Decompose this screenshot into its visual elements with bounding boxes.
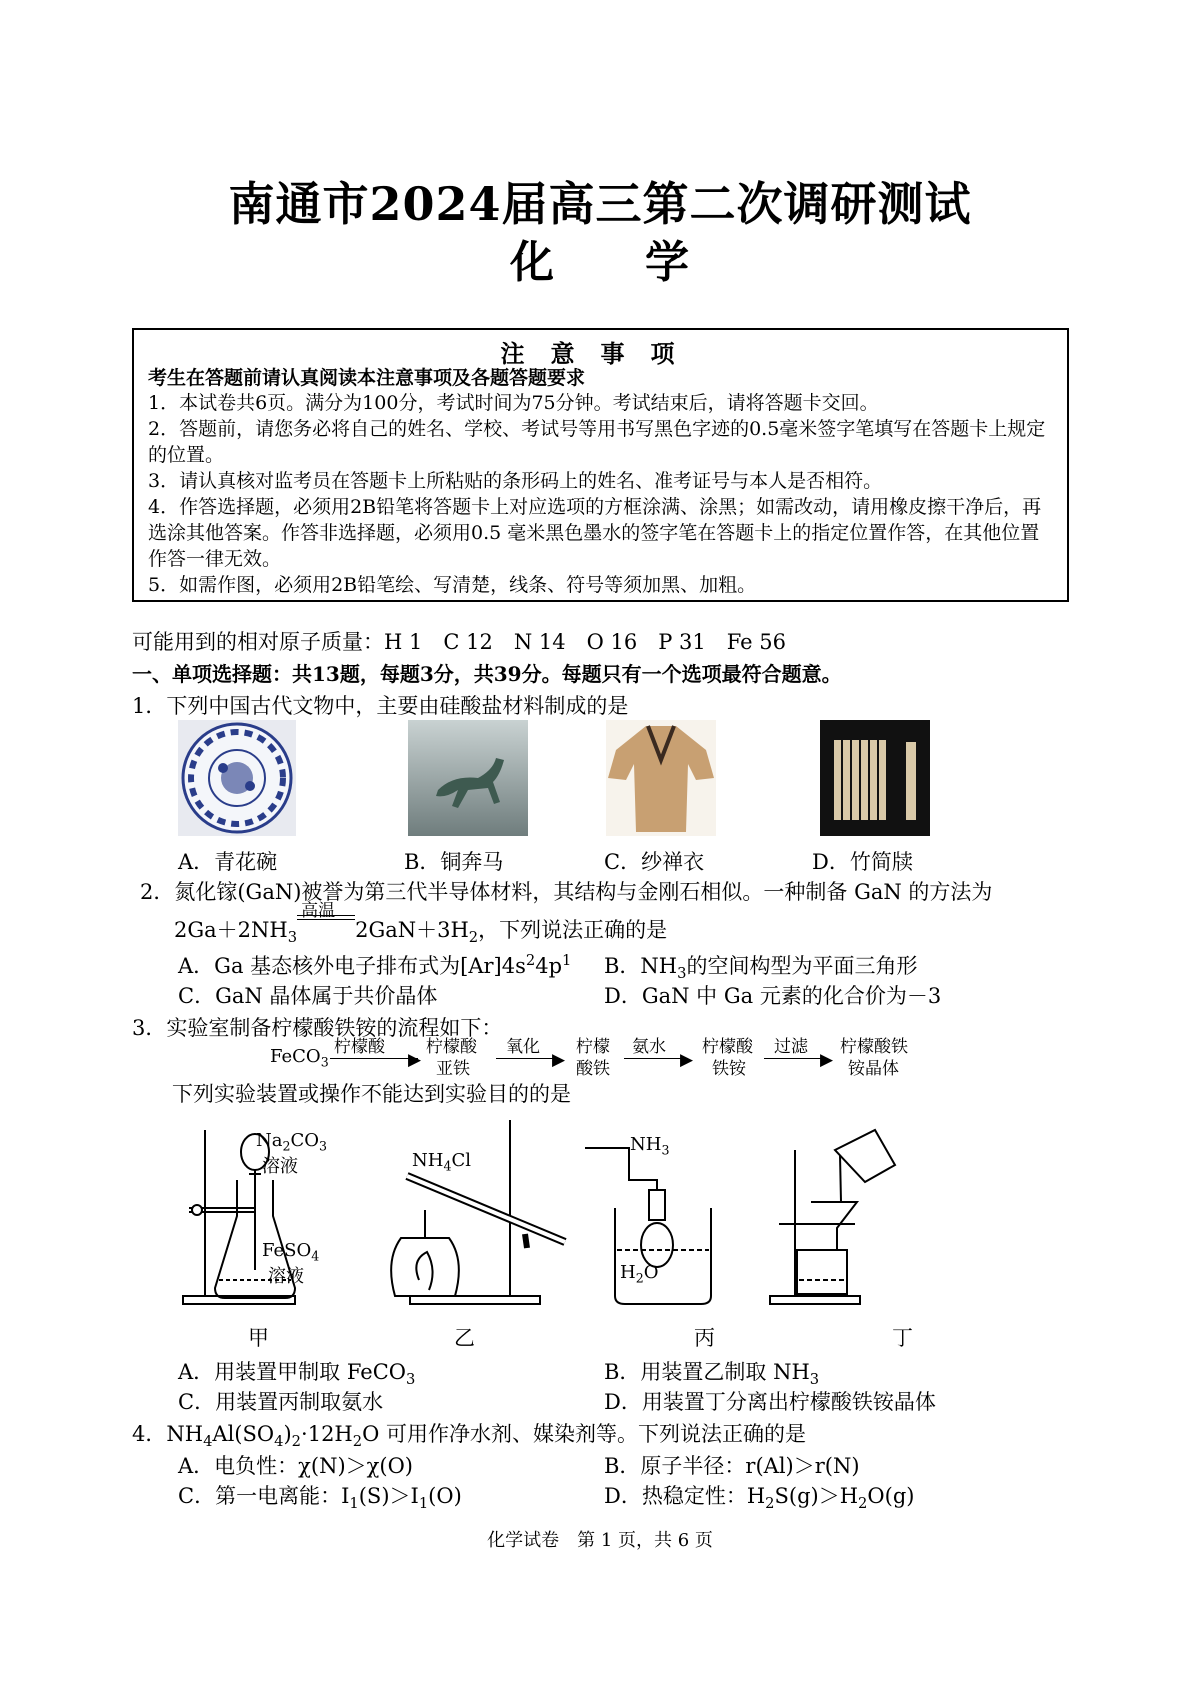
flow-arrow2-label: 氧化 (506, 1037, 540, 1057)
label-feso4: FeSO$_4$ (262, 1240, 320, 1264)
q4-option-b: B．原子半径：r(Al)＞r(N) (604, 1454, 860, 1478)
q1-option-c: C．纱禅衣 (604, 850, 705, 874)
label-na2co3-solution: 溶液 (262, 1156, 298, 1177)
q4-option-c-text: C．第一电离能：I (178, 1484, 350, 1508)
q1-option-d: D．竹简牍 (812, 850, 913, 874)
q2-eq-condition: 高温 (301, 901, 336, 921)
flow-arrowhead-3: ▶ (680, 1050, 694, 1070)
flow-node1b: 亚铁 (436, 1059, 470, 1079)
q2-option-d: D．GaN 中 Ga 元素的化合价为－3 (604, 984, 942, 1008)
flow-arrow2 (496, 1058, 560, 1059)
bamboo-slips-image (820, 720, 930, 836)
q2-option-a: A．Ga 基态核外电子排布式为$[Ar]4s^24p^1$ (178, 952, 572, 978)
flow-node2a: 柠檬 (576, 1037, 610, 1057)
label-jia: 甲 (248, 1326, 269, 1350)
bronze-horse-image (408, 720, 528, 836)
q2-eq-left: 2Ga＋2NH (174, 918, 288, 942)
flow-arrow3-label: 氨水 (632, 1037, 666, 1057)
flow-arrow4 (764, 1058, 828, 1059)
label-feso4-solution: 溶液 (268, 1266, 304, 1287)
label-ding: 丁 (892, 1326, 913, 1350)
q4-stem-tail: 可用作净水剂、媒染剂等。下列说法正确的是 (386, 1422, 807, 1446)
q3-option-b-text: B．用装置乙制取 NH (604, 1360, 810, 1384)
flow-node3a: 柠檬酸 (702, 1037, 753, 1057)
q2-eq-right: 2GaN＋3H (355, 918, 469, 942)
label-nh4cl: $NH_4Cl$ (412, 1150, 471, 1174)
q1-option-a: A．青花碗 (178, 850, 278, 874)
flow-node2b: 酸铁 (576, 1059, 610, 1079)
blue-white-bowl-image (178, 720, 296, 836)
notice-subheading: 考生在答题前请认真阅读本注意事项及各题答题要求 (148, 367, 586, 389)
q3-option-a: A．用装置甲制取 FeCO$_3$ (178, 1360, 416, 1389)
notice-item-4: 4．作答选择题，必须用2B铅笔将答题卡上对应选项的方框涂满、涂黑；如需改动，请用橡皮擦干净后，再选涂其他答案。作答非选择题，必须用0.5 毫米黑色墨水的签字笔在答题卡上的指定位置作答，在其他位置作答一律无效。 (148, 496, 1042, 570)
label-nh3: $NH_3$ (630, 1134, 670, 1158)
q2-equation: $2Ga+2NH_3$ 高温 $2GaN+3H_2$，下列说法正确的是 (174, 914, 667, 946)
flow-arrowhead-2: ▶ (552, 1050, 566, 1070)
q2-option-b: B．$NH_3$的空间构型为平面三角形 (604, 954, 918, 983)
label-h2o-text: H (620, 1262, 636, 1283)
flow-node1a: 柠檬酸 (426, 1037, 477, 1057)
label-yi: 乙 (454, 1326, 475, 1350)
q2-stem: 2．氮化镓(GaN)被誉为第三代半导体材料，其结构与金刚石相似。一种制备 GaN 的方法为 (140, 880, 993, 904)
q3-option-c: C．用装置丙制取氨水 (178, 1390, 384, 1414)
flow-arrow4-label: 过滤 (774, 1037, 808, 1057)
q2-option-a-text: A．Ga 基态核外电子排布式为[Ar]4s (178, 954, 526, 978)
section-heading: 一、单项选择题：共13题，每题3分，共39分。每题只有一个选项最符合题意。 (132, 662, 842, 686)
flow-arrow3 (624, 1058, 688, 1059)
q4-option-c: C．第一电离能：$I_1(S)>I_1(O)$ (178, 1484, 462, 1513)
page-footer: 化学试卷 第 1 页，共 6 页 (487, 1530, 713, 1551)
q2-option-b-tail: 的空间构型为平面三角形 (686, 954, 918, 978)
q3-option-b: B．用装置乙制取 $NH_3$ (604, 1360, 820, 1389)
q4-stem: 4．$NH_4Al(SO_4)_2\cdot 12H_2O$ 可用作净水剂、媒染剂等。下列说法正确的是 (132, 1422, 807, 1451)
silk-robe-image (606, 720, 716, 836)
q4-stem-text: 4．NH (132, 1422, 204, 1446)
label-bing: 丙 (694, 1326, 715, 1350)
notice-heading: 注意事项 (500, 339, 701, 368)
atomic-masses: 可能用到的相对原子质量：H 1 C 12 N 14 O 16 P 31 Fe 56 (132, 630, 786, 654)
q1-stem: 1．下列中国古代文物中，主要由硅酸盐材料制成的是 (132, 694, 629, 718)
q3-stem: 3．实验室制备柠檬酸铁铵的流程如下： (132, 1016, 503, 1040)
q1-option-b: B．铜奔马 (404, 850, 504, 874)
label-na2co3: $Na_2CO_3$ (256, 1130, 328, 1154)
q4-option-d-text: D．热稳定性：H (604, 1484, 766, 1508)
q2-option-c: C．GaN 晶体属于共价晶体 (178, 984, 438, 1008)
label-nh3-text: NH (630, 1134, 662, 1155)
label-na2co3-text: Na (256, 1130, 283, 1151)
notice-item-1: 1．本试卷共6页。满分为100分，考试时间为75分钟。考试结束后，请将答题卡交回。 (148, 392, 879, 414)
flow-start: FeCO$_3$ (270, 1046, 329, 1070)
flow-node4b: 铵晶体 (848, 1059, 899, 1079)
notice-box (132, 328, 1069, 602)
q3-option-a-text: A．用装置甲制取 FeCO (178, 1360, 406, 1384)
flow-arrow1 (330, 1058, 418, 1059)
q3-option-d: D．用装置丁分离出柠檬酸铁铵晶体 (604, 1390, 936, 1414)
page-title: 南通市2024届高三第二次调研测试 (228, 177, 972, 231)
q2-option-b-text: B．NH (604, 954, 678, 978)
label-feso4-text: FeSO (262, 1240, 312, 1261)
flow-node4a: 柠檬酸铁 (840, 1037, 908, 1057)
flow-arrow1-label: 柠檬酸 (334, 1037, 385, 1057)
flow-arrowhead-1: ▶ (408, 1050, 422, 1070)
q4-option-d: D．热稳定性：$H_2S(g)>H_2O(g)$ (604, 1484, 915, 1513)
flow-start-text: FeCO (270, 1046, 321, 1067)
q4-option-a: A．电负性：χ(N)＞χ(O) (178, 1454, 413, 1478)
q2-eq-tail: ，下列说法正确的是 (478, 918, 668, 942)
q3-sub-stem: 下列实验装置或操作不能达到实验目的的是 (172, 1082, 571, 1106)
label-h2o: $H_2O$ (620, 1262, 659, 1286)
label-nh4cl-text: NH (412, 1150, 444, 1171)
flow-arrowhead-4: ▶ (820, 1050, 834, 1070)
notice-item-5: 5．如需作图，必须用2B铅笔绘、写清楚，线条、符号等须加黑、加粗。 (148, 574, 757, 596)
notice-item-2: 2．答题前，请您务必将自己的姓名、学校、考试号等用书写黑色字迹的0.5毫米签字笔填写在答题卡上规定的位置。 (148, 418, 1046, 466)
flow-node3b: 铁铵 (712, 1059, 746, 1079)
subject-title: 化 学 (510, 237, 690, 288)
notice-item-3: 3．请认真核对监考员在答题卡上所粘贴的条形码上的姓名、准考证号与本人是否相符。 (148, 470, 883, 492)
